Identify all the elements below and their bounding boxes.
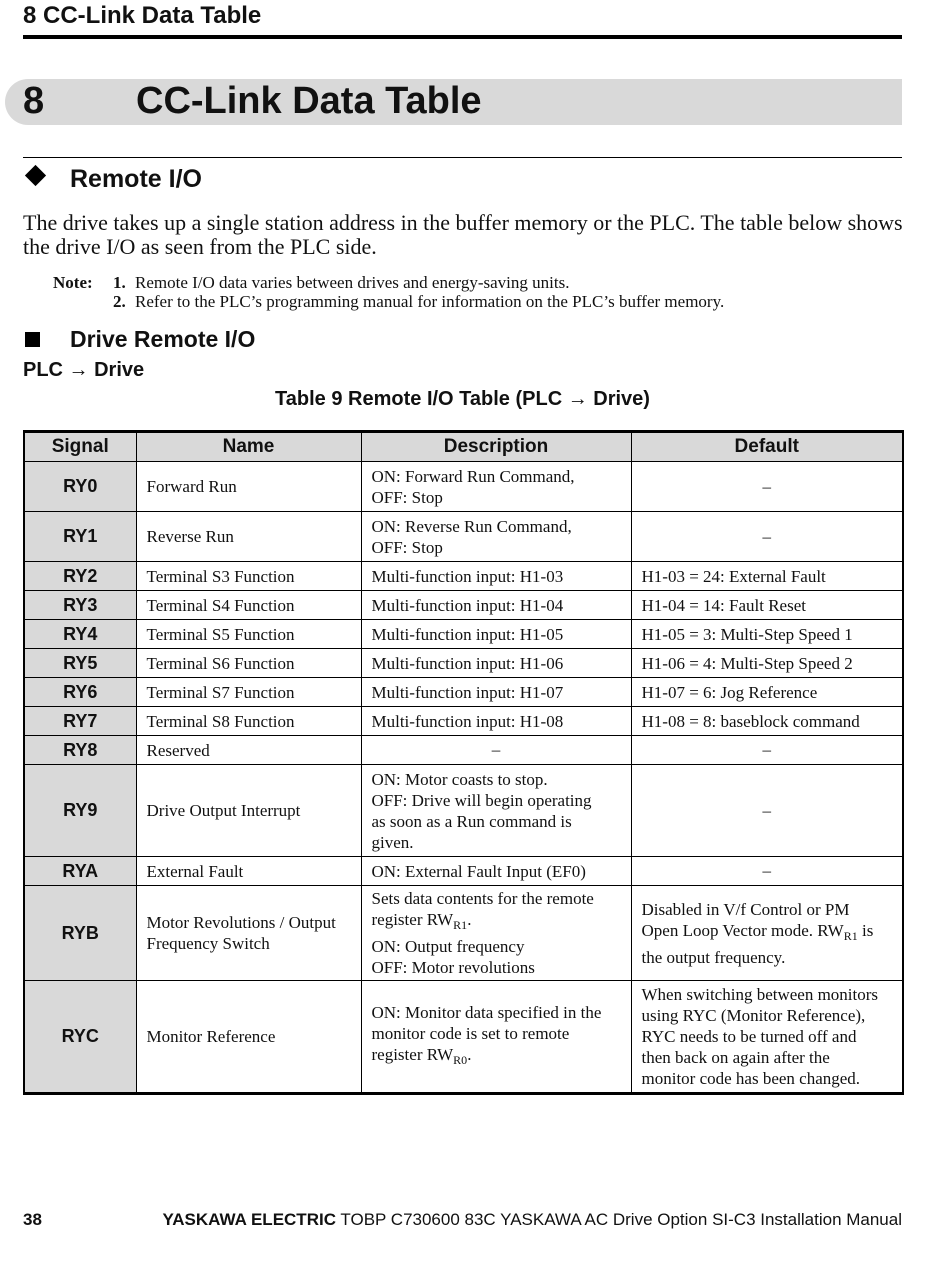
default-cell: H1-05 = 3: Multi-Step Speed 1 [631, 620, 903, 649]
name-cell: Reserved [136, 736, 361, 765]
name-cell: Terminal S3 Function [136, 562, 361, 591]
running-header: 8 CC-Link Data Table [23, 2, 262, 29]
signal-cell: RY8 [24, 736, 136, 765]
column-header-description: Description [361, 432, 631, 462]
signal-cell: RY9 [24, 765, 136, 857]
square-bullet-icon [25, 332, 40, 347]
note-item [113, 292, 724, 312]
table-row [24, 462, 903, 512]
table-row [24, 620, 903, 649]
description-cell: Multi-function input: H1-07 [361, 678, 631, 707]
note-label: Note: [53, 273, 93, 292]
chapter-title: CC-Link Data Table [136, 80, 482, 122]
description-cell: ON: Monitor data specified in the monitor code is set to remote register $RW_{R0}$. [361, 981, 631, 1094]
description-cell: Sets data contents for the remote register $RW_{R1}$. ON: Output frequency OFF: Motor revolutions [361, 886, 631, 981]
name-cell: Forward Run [136, 462, 361, 512]
name-cell: Monitor Reference [136, 981, 361, 1094]
signal-cell: RY1 [24, 512, 136, 562]
subscript: R0 [453, 1053, 468, 1067]
description-cell: Multi-function input: H1-06 [361, 649, 631, 678]
name-cell: Drive Output Interrupt [136, 765, 361, 857]
default-cell: – [631, 736, 903, 765]
name-cell: Terminal S8 Function [136, 707, 361, 736]
description-cell: Multi-function input: H1-08 [361, 707, 631, 736]
default-cell: – [631, 857, 903, 886]
default-cell: – [631, 512, 903, 562]
default-cell: Disabled in V/f Control or PM Open Loop Vector mode. $RW_{R1}$ is the output frequency. [631, 886, 903, 981]
signal-cell: RY4 [24, 620, 136, 649]
name-cell: Motor Revolutions / Output Frequency Switch [136, 886, 361, 981]
description-cell: ON: Motor coasts to stop. OFF: Drive will begin operating as soon as a Run command is given. [361, 765, 631, 857]
description-cell: Multi-function input: H1-05 [361, 620, 631, 649]
table-row [24, 981, 903, 1094]
footer-doc: TOBP C730600 83C YASKAWA AC Drive Option SI-C3 Installation Manual [335, 1210, 902, 1229]
description-cell: ON: Reverse Run Command, OFF: Stop [361, 512, 631, 562]
table-caption: Table 9 Remote I/O Table (PLC → Drive) [275, 388, 650, 410]
chapter-number: 8 [23, 80, 45, 122]
remote-io-table [23, 430, 904, 1095]
signal-cell: RY5 [24, 649, 136, 678]
note-item-number: 1. [113, 273, 126, 292]
signal-cell: RY7 [24, 707, 136, 736]
name-cell: Terminal S6 Function [136, 649, 361, 678]
table-header-row [24, 432, 903, 462]
default-cell: H1-06 = 4: Multi-Step Speed 2 [631, 649, 903, 678]
direction-label: PLC → Drive [23, 359, 145, 381]
note-item-text: Refer to the PLC’s programming manual for information on the PLC’s buffer memory. [135, 292, 725, 311]
default-cell: H1-07 = 6: Jog Reference [631, 678, 903, 707]
signal-cell: RYC [24, 981, 136, 1094]
column-header-signal: Signal [24, 432, 136, 462]
column-header-name: Name [136, 432, 361, 462]
signal-cell: RY3 [24, 591, 136, 620]
name-cell: External Fault [136, 857, 361, 886]
section-title: Remote I/O [70, 165, 202, 193]
intro-paragraph: The drive takes up a single station address in the buffer memory or the PLC. The table below shows the drive I/O as seen from the PLC side. [23, 210, 903, 259]
subscript: R1 [843, 928, 858, 943]
footer-brand: YASKAWA ELECTRIC [162, 1210, 336, 1229]
signal-cell: RY0 [24, 462, 136, 512]
subscript: R1 [453, 918, 468, 932]
subsection-title: Drive Remote I/O [70, 326, 256, 352]
description-cell: ON: External Fault Input (EF0) [361, 857, 631, 886]
note-item-number: 2. [113, 292, 126, 311]
table-row [24, 707, 903, 736]
default-cell: H1-03 = 24: External Fault [631, 562, 903, 591]
page-number: 38 [23, 1210, 42, 1229]
default-cell: H1-04 = 14: Fault Reset [631, 591, 903, 620]
default-cell: H1-08 = 8: baseblock command [631, 707, 903, 736]
name-cell: Reverse Run [136, 512, 361, 562]
table-row [24, 591, 903, 620]
diamond-bullet-icon [25, 165, 46, 186]
table-row [24, 678, 903, 707]
note-item-text: Remote I/O data varies between drives and energy-saving units. [135, 273, 570, 292]
description-cell: ON: Forward Run Command, OFF: Stop [361, 462, 631, 512]
description-cell: – [361, 736, 631, 765]
table-row [24, 562, 903, 591]
name-cell: Terminal S7 Function [136, 678, 361, 707]
chapter-rule [23, 157, 902, 158]
table-row [24, 857, 903, 886]
table-row [24, 736, 903, 765]
signal-cell: RYB [24, 886, 136, 981]
signal-cell: RYA [24, 857, 136, 886]
name-cell: Terminal S5 Function [136, 620, 361, 649]
signal-cell: RY6 [24, 678, 136, 707]
header-rule [23, 35, 902, 39]
table-row [24, 649, 903, 678]
description-cell: Multi-function input: H1-04 [361, 591, 631, 620]
default-cell: When switching between monitors using RYC (Monitor Reference), RYC needs to be turned off and then back on again after the monitor code has been changed. [631, 981, 903, 1094]
note-item [113, 273, 569, 293]
table-row [24, 765, 903, 857]
default-cell: – [631, 462, 903, 512]
table-row [24, 512, 903, 562]
table-row [24, 886, 903, 981]
signal-cell: RY2 [24, 562, 136, 591]
footer-text [162, 1210, 902, 1230]
column-header-default: Default [631, 432, 903, 462]
default-cell: – [631, 765, 903, 857]
description-cell: Multi-function input: H1-03 [361, 562, 631, 591]
name-cell: Terminal S4 Function [136, 591, 361, 620]
